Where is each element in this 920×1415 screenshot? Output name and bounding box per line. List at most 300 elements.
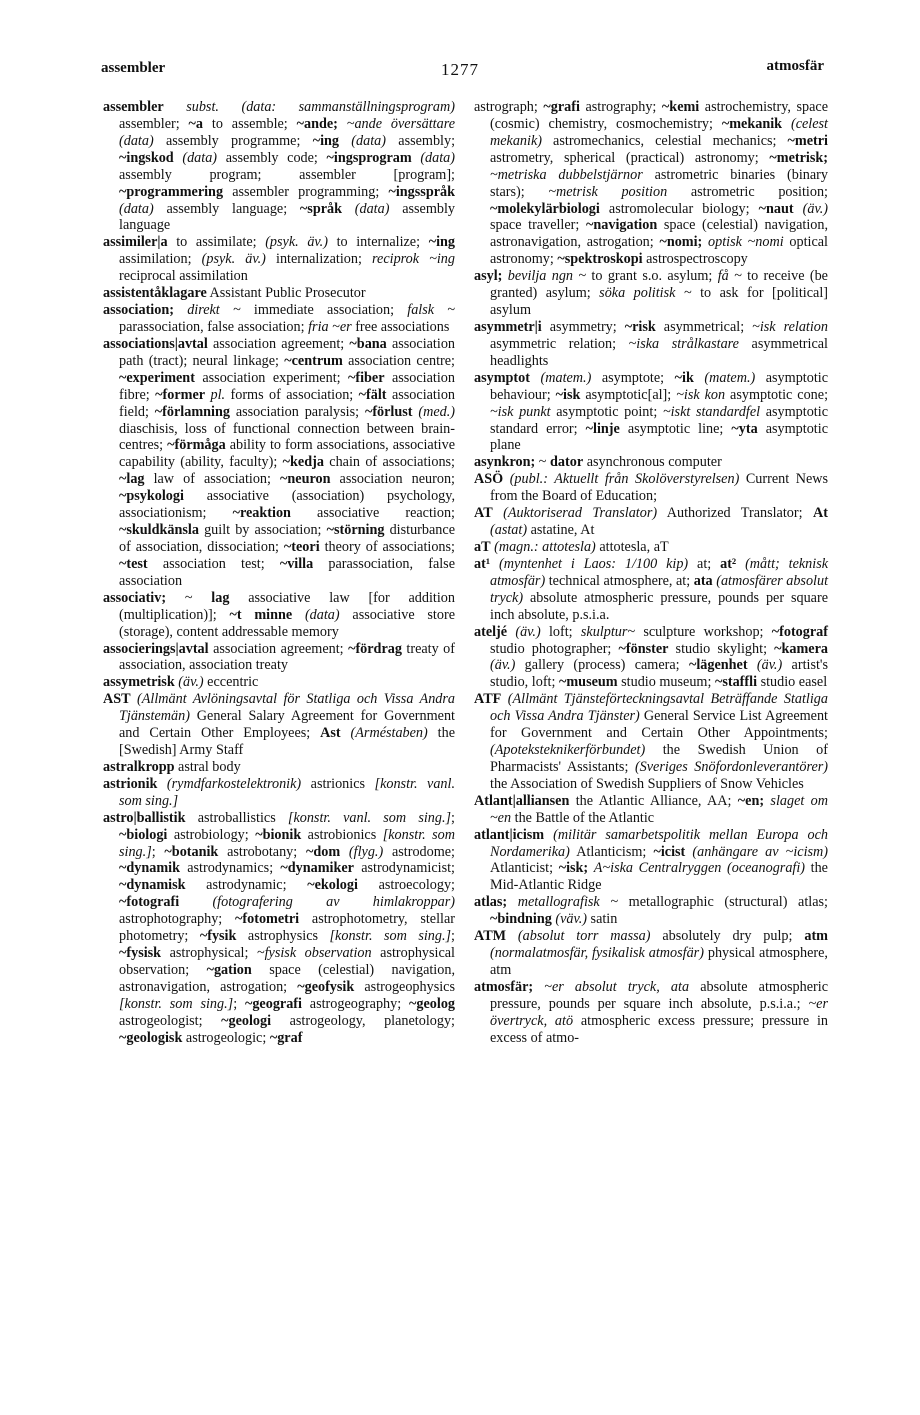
dictionary-entry <box>103 302 455 336</box>
entry-text: the Mid-Atlantic Ridge <box>490 860 828 894</box>
headword: ~geografi <box>244 995 302 1012</box>
headword: ~nomi; <box>659 234 703 251</box>
italic-label: metallografisk ~ <box>517 894 619 911</box>
headword: ~centrum <box>284 352 343 369</box>
headword: ~förmåga <box>167 437 226 454</box>
italic-label: (astat) <box>490 522 528 539</box>
italic-label: ~isk punkt <box>490 403 551 420</box>
entry-text: the Atlantic Alliance, AA; <box>569 792 738 809</box>
entry-text: assembly language; <box>153 200 300 217</box>
headword: ~fiber <box>348 369 385 386</box>
headword: ~graf <box>269 1029 303 1046</box>
headword: ~naut <box>758 200 794 217</box>
headword: ateljé <box>474 623 508 640</box>
italic-label: (rymdfarkostelektronik) <box>166 775 302 792</box>
headword: ~kamera <box>774 640 828 657</box>
dictionary-entry <box>474 505 828 539</box>
headword: ~risk <box>624 318 656 335</box>
entry-text: studio skylight; <box>668 640 775 657</box>
headword: ~geologi <box>221 1012 272 1029</box>
entry-text <box>179 894 212 910</box>
italic-label: (normalatmosfär, fysikalisk atmosfär) <box>490 945 704 962</box>
italic-label: ~isk kon <box>676 386 726 403</box>
italic-label: ~metrisk position <box>548 183 668 200</box>
headword: AT <box>474 505 493 522</box>
italic-label: [konstr. vanl. som sing.] <box>119 775 455 809</box>
headword: ~geofysik <box>297 978 355 995</box>
entry-text: associative (association) psychology, associationism; <box>119 488 455 522</box>
italic-label: bevilja ngn ~ <box>507 268 587 285</box>
headword: ~bionik <box>255 826 302 843</box>
entry-text: space traveller; <box>490 217 586 234</box>
entry-text <box>340 844 349 860</box>
entry-text: asymptote; <box>591 369 675 386</box>
italic-label: (anhängare av ~icism) <box>692 843 828 860</box>
headword: lag <box>211 589 230 606</box>
headword: ~neuron <box>280 471 331 488</box>
headword: at² <box>720 555 737 572</box>
headword: ~metrisk; <box>769 149 828 166</box>
italic-label: [konstr. som sing.] <box>119 826 456 860</box>
headword: ~isk <box>555 386 581 403</box>
italic-label: (data) <box>182 149 218 166</box>
entry-text: astrogeography; <box>301 995 410 1012</box>
headword: at¹ <box>474 555 491 572</box>
entry-text: assimilation; <box>119 251 202 268</box>
entry-text: astrography; <box>579 99 662 115</box>
headword: ~ingskod <box>119 149 174 166</box>
italic-label: slaget om ~en <box>490 792 828 826</box>
dictionary-entry <box>474 370 828 455</box>
dictionary-entry <box>474 471 828 505</box>
entry-text: astrobiology; <box>167 826 256 843</box>
entry-text: treaty of association, association treaty <box>119 640 455 674</box>
headword: asymmetr|i <box>474 318 542 335</box>
italic-label: (publ.: Aktuellt från Skolöverstyrelsen) <box>509 471 740 488</box>
headword: ASÖ <box>474 471 504 488</box>
dictionary-entry <box>103 641 455 675</box>
entry-text: Current News from the Board of Education; <box>490 471 829 505</box>
entry-text: asymptotic plane <box>490 420 828 454</box>
dictionary-entry <box>103 234 455 285</box>
entry-text: General Salary Agreement for Government and Certain Other Employees; <box>119 708 455 742</box>
italic-label: (äv.) <box>802 200 828 217</box>
entry-text: disturbance of association, dissociation; <box>119 522 455 555</box>
italic-label: (magn.: attotesla) <box>494 538 596 555</box>
headword: ~kedja <box>282 454 324 471</box>
entry-text: astrobionics <box>301 826 383 843</box>
italic-label: (psyk. äv.) <box>201 251 266 268</box>
entry-text: astroballistics <box>185 809 288 826</box>
entry-text: association experiment; <box>194 369 348 386</box>
headword: ~teori <box>283 538 320 555</box>
headword: ~botanik <box>164 843 219 860</box>
headword: ~bana <box>349 335 387 352</box>
headword: associations|avtal <box>103 335 208 352</box>
entry-text: to assimilate; <box>167 234 266 251</box>
entry-text: Assistant Public Prosecutor <box>206 285 366 302</box>
headword: associativ; <box>103 589 167 606</box>
entry-text: the Swedish Union of Pharmacists' Assistants; <box>490 742 828 775</box>
entry-text: assembly programme; <box>153 132 313 149</box>
headword: ~skuldkänsla <box>119 522 199 539</box>
headword: ~geologisk <box>119 1029 183 1046</box>
entry-text: astrophotometry, stellar photometry; <box>119 911 455 945</box>
entry-text <box>339 133 351 149</box>
entry-text <box>507 894 518 910</box>
entry-text: metallographic (structural) atlas; <box>618 894 828 911</box>
entry-text: astrobotany; <box>218 843 306 860</box>
italic-label: direkt ~ <box>187 302 241 319</box>
italic-label: (militär samarbetspolitik mellan Europa och Nordamerika) <box>490 826 828 860</box>
italic-label: ~er övertryck, atö <box>490 995 828 1029</box>
page-header <box>101 60 824 84</box>
headword: ~test <box>119 555 148 572</box>
entry-text: astrometric position; <box>667 183 828 200</box>
entry-text: astrogeologist; <box>119 1012 222 1029</box>
entry-text: ~ <box>535 454 551 471</box>
entry-text: ; <box>151 843 165 860</box>
headword: ~gation <box>206 962 252 979</box>
entry-text: association neuron; <box>330 471 455 488</box>
headword: ~navigation <box>585 217 658 234</box>
entry-text: artist's studio, loft; <box>490 657 828 691</box>
entry-text: studio museum; <box>617 674 715 691</box>
headword: atm <box>804 928 828 945</box>
headword: ~kemi <box>661 99 700 115</box>
italic-label: subst. (data: sammanställningsprogram) <box>186 99 456 115</box>
headword: ~störning <box>326 522 385 539</box>
entry-text: associative store (storage), content addressable memory <box>119 606 455 640</box>
italic-label: (data) <box>119 200 154 217</box>
headword: ~experiment <box>119 369 195 386</box>
entry-text: asymptotic[al]; <box>580 386 677 403</box>
entry-text <box>493 505 503 521</box>
entry-text <box>490 556 499 572</box>
headword: atlant|icism <box>474 826 545 843</box>
headword: ~ingsspråk <box>388 183 455 200</box>
entry-text: astrometric binaries (binary stars); <box>490 166 828 200</box>
headword: ~ekologi <box>307 877 358 894</box>
italic-label: (äv.) <box>490 657 516 674</box>
entry-text: astrionics <box>301 775 375 792</box>
headword: ~ingsprogram <box>326 149 412 166</box>
entry-text: association centre; <box>342 352 455 369</box>
italic-label: (Allmänt Tjänsteförteckningsavtal Beträffande Statliga och Vissa Andra Tjänster) <box>490 691 828 725</box>
entry-text: assembler programming; <box>223 183 389 200</box>
headword: associerings|avtal <box>103 640 209 657</box>
italic-label: (data) <box>304 606 340 623</box>
entry-text: asymmetrical; <box>655 318 753 335</box>
entry-text: General Service List Agreement for Government and Certain Other Appointments; <box>490 708 828 742</box>
headword: ~en; <box>737 792 765 809</box>
entry-text: ability to form associations, associative capability (ability, faculty); <box>119 437 455 471</box>
italic-label: (mått; teknisk atmosfär) <box>490 555 829 589</box>
entry-text: astrodynamics; <box>180 860 281 877</box>
entry-text: astrometry, spherical (practical) astronomy; <box>490 149 770 166</box>
italic-label: [konstr. som sing.] <box>329 928 452 945</box>
headword: ~molekylärbiologi <box>490 200 600 217</box>
entry-text: association paralysis; <box>229 403 365 420</box>
entry-text: gallery (process) camera; <box>515 657 689 674</box>
entry-text: astrodynamic; <box>185 877 308 894</box>
headword: ~bindning <box>490 911 552 928</box>
entry-text: chain of associations; <box>323 454 455 471</box>
entry-text: assembly program; assembler [program]; <box>119 166 455 183</box>
entry-text <box>342 201 355 217</box>
dictionary-entry <box>103 759 455 776</box>
headword: AST <box>103 691 131 708</box>
entry-text: association path (tract); neural linkage; <box>119 335 456 369</box>
entry-text <box>157 776 167 792</box>
italic-label: (Apoteksteknikerförbundet) <box>490 742 646 759</box>
headword: ~linje <box>585 420 620 437</box>
entry-text: asymptotic point; <box>550 403 663 420</box>
dictionary-entry <box>103 336 455 590</box>
headword: ~villa <box>279 555 314 572</box>
entry-text: space (celestial) navigation, astronavigation, astrogation; <box>119 962 455 995</box>
italic-label: fria ~er <box>308 318 352 335</box>
entry-text: astromolecular biology; <box>599 200 759 217</box>
headword: ~former <box>155 386 206 403</box>
entry-text: ; <box>451 809 455 826</box>
entry-text: ; <box>233 995 245 1012</box>
italic-label: få ~ <box>717 268 742 285</box>
headword: ~fysik <box>199 928 237 945</box>
headword: ~geolog <box>409 995 456 1012</box>
entry-text: asymptotic behaviour; <box>490 369 829 403</box>
entry-text: astrospectroscopy <box>642 251 748 268</box>
dictionary-entry <box>474 539 828 556</box>
entry-text: parassociation, false association; <box>119 318 309 335</box>
italic-label: ~iskt standardfel <box>662 403 761 420</box>
entry-text: to receive (be granted) asylum; <box>490 268 828 302</box>
italic-label: pl. <box>210 386 226 403</box>
headword: ~museum <box>558 674 618 691</box>
headword: astralkropp <box>103 758 175 775</box>
entry-text <box>533 979 544 995</box>
headword: ~dynamik <box>119 860 180 877</box>
headword: ~förlust <box>364 403 413 420</box>
entry-text: to grant s.o. asylum; <box>586 268 718 285</box>
entry-text: association agreement; <box>207 335 350 352</box>
left-column <box>103 99 455 1047</box>
dictionary-entry <box>103 674 455 691</box>
entry-text: astrochemistry, space (cosmic) chemistry, cosmochemistry; <box>490 99 828 132</box>
entry-text <box>174 302 187 318</box>
entry-text: association agreement; <box>208 640 349 657</box>
entry-text: absolutely dry pulp; <box>650 928 805 945</box>
headword: ~lägenhet <box>688 657 748 674</box>
headword: ~fysisk <box>119 945 162 962</box>
entry-text: sculpture workshop; <box>635 623 772 640</box>
headword: ATF <box>474 691 502 708</box>
italic-label: ~er absolut tryck, ata <box>544 978 690 995</box>
entry-text: Atlanticist; <box>490 860 559 877</box>
entry-text: association fibre; <box>119 369 455 403</box>
entry-text: forms of association; <box>225 386 359 403</box>
italic-label: reciprok ~ing <box>372 251 455 268</box>
entry-text <box>506 928 518 944</box>
headword: ~ik <box>674 369 694 386</box>
dictionary-entry <box>474 979 828 1047</box>
entry-text: astrogeologic; <box>182 1029 270 1046</box>
entry-text: reciprocal assimilation <box>119 268 248 285</box>
headword: ~yta <box>731 420 758 437</box>
headword: ~ing <box>428 234 455 251</box>
entry-text: astrodome; <box>383 843 455 860</box>
entry-text: association field; <box>119 386 456 420</box>
entry-text: technical atmosphere, at; <box>545 572 694 589</box>
entry-text <box>338 116 347 132</box>
entry-text: astrophysical; <box>161 945 257 962</box>
entry-text: space (celestial) navigation, astronavigation, astrogation; <box>490 217 828 251</box>
entry-text: to internalize; <box>327 234 429 251</box>
entry-text: physical atmosphere, atm <box>490 945 828 979</box>
entry-text: studio photographer; <box>490 640 619 657</box>
dictionary-entry <box>103 776 455 810</box>
headword: ~förlamning <box>154 403 230 420</box>
entry-text: assembly language <box>119 200 456 234</box>
entry-text: Atlanticism; <box>569 843 654 860</box>
italic-label: söka politisk ~ <box>599 285 692 302</box>
entry-text <box>694 370 705 386</box>
italic-label: (Auktoriserad Translator) <box>503 505 658 522</box>
headword: asynkron; <box>474 454 536 471</box>
entry-text: astrogeophysics <box>354 978 455 995</box>
entry-text: absolute atmospheric pressure, pounds per square inch absolute, p.s.i.a.; <box>490 978 829 1012</box>
entry-text: astrophysics <box>236 928 330 945</box>
entry-text: associative reaction; <box>290 505 455 522</box>
entry-text: assembly; <box>385 132 456 149</box>
headword: ~biologi <box>119 826 168 843</box>
headword: ~dynamisk <box>119 877 186 894</box>
entry-text: internalization; <box>265 251 373 268</box>
entry-text: ; <box>451 928 455 945</box>
entry-text: the Association of Swedish Suppliers of Snow Vehicles <box>490 775 804 792</box>
entry-text: astrophysical observation; <box>119 945 455 979</box>
entry-text: to ask for [political] asylum <box>490 285 828 319</box>
entry-text: satin <box>587 911 618 928</box>
italic-label: (celest mekanik) <box>490 115 828 149</box>
headword: ~t minne <box>229 606 293 623</box>
entry-text: asymptotic cone; <box>725 386 829 403</box>
entry-text: eccentric <box>203 674 259 691</box>
headword: ~fördrag <box>348 640 402 657</box>
dictionary-entry <box>103 590 455 641</box>
headword: ~dom <box>305 843 341 860</box>
headword: association; <box>103 302 174 319</box>
headword: ~fotometri <box>235 911 300 928</box>
headword: aT <box>474 538 491 555</box>
entry-text <box>736 556 745 572</box>
headword: assembler <box>103 99 164 115</box>
headword: ~spektroskopi <box>557 251 643 268</box>
headword: astro|ballistik <box>103 809 186 826</box>
italic-label: skulptur~ <box>580 623 636 640</box>
italic-label: (fotografering av himlakroppar) <box>212 894 456 911</box>
entry-text: law of association; <box>144 471 281 488</box>
italic-label: A~iska Centralryggen (oceanografi) <box>593 860 806 877</box>
entry-text: associative law [for addition (multiplication)]; <box>119 589 455 623</box>
right-column <box>474 99 828 1047</box>
headword: At <box>813 505 829 522</box>
italic-label: (Sveriges Snöfordonleverantörer) <box>634 758 828 775</box>
entry-text: astrodynamicist; <box>353 860 455 877</box>
headword: ~språk <box>299 200 342 217</box>
entry-text: asymptotic line; <box>619 420 732 437</box>
entry-text: asymptotic standard error; <box>490 403 828 437</box>
dictionary-entry <box>474 793 828 827</box>
entry-text: astrophotography; <box>119 911 236 928</box>
entry-text <box>544 827 553 843</box>
entry-text: to assemble; <box>203 115 297 132</box>
entry-text: asynchronous computer <box>583 454 722 471</box>
dictionary-entry <box>474 319 828 370</box>
dictionary-entry <box>474 894 828 928</box>
italic-label: (äv.) <box>756 657 783 674</box>
headword: ~fält <box>358 386 387 403</box>
italic-label: ~isk relation <box>752 318 828 335</box>
right-guide-word: atmosfär <box>766 58 824 74</box>
italic-label: (absolut torr massa) <box>517 928 651 945</box>
entry-text: astrogeology, planetology; <box>271 1012 455 1029</box>
entry-text: immediate association; <box>240 302 408 319</box>
italic-label: [konstr. vanl. som sing.] <box>287 809 452 826</box>
left-guide-word: assembler <box>101 60 166 76</box>
headword: ~isk; <box>558 860 589 877</box>
entry-text: ~ <box>166 589 212 606</box>
headword: atlas; <box>474 894 508 911</box>
entry-text <box>164 99 187 115</box>
dictionary-entry <box>474 454 828 471</box>
italic-label: (med.) <box>418 403 456 420</box>
entry-text: diaschisis, loss of functional connection between brain-centres; <box>119 420 455 454</box>
headword: ata <box>693 572 713 589</box>
headword: ~a <box>188 115 204 132</box>
headword: ~metri <box>787 132 828 149</box>
headword: ~ing <box>312 132 339 149</box>
entry-text: asymmetric relation; <box>490 335 629 352</box>
entry-text: asymmetrical headlights <box>490 335 828 369</box>
entry-text <box>748 657 757 673</box>
italic-label: (myntenhet i Laos: 1/100 kip) <box>498 555 689 572</box>
headword: ~programmering <box>119 183 224 200</box>
dictionary-entry <box>474 268 828 319</box>
italic-label: (äv.) <box>178 674 204 691</box>
dictionary-entry <box>474 827 828 895</box>
headword: ~grafi <box>543 99 580 115</box>
italic-label: (psyk. äv.) <box>265 234 328 251</box>
italic-label: [konstr. som sing.] <box>119 995 234 1012</box>
entry-text: loft; <box>540 623 581 640</box>
italic-label: (äv.) <box>515 623 541 640</box>
headword: ATM <box>474 928 507 945</box>
entry-text: assembler; <box>119 115 189 132</box>
headword: asymptot <box>474 369 530 386</box>
italic-label: falsk ~ <box>407 302 455 319</box>
headword: asyl; <box>474 268 503 285</box>
entry-text: theory of associations; <box>319 538 455 555</box>
headword: ~fönster <box>618 640 669 657</box>
entry-text: the Battle of the Atlantic <box>511 809 655 826</box>
entry-text: association test; <box>147 555 280 572</box>
italic-label: optisk ~nomi <box>708 234 784 251</box>
italic-label: ~metriska dubbelstjärnor <box>490 166 643 183</box>
entry-text: Authorized Translator; <box>657 505 814 522</box>
italic-label: (data) <box>351 132 386 149</box>
entry-text: atmospheric excess pressure; pressure in excess of atmo- <box>490 1012 829 1046</box>
